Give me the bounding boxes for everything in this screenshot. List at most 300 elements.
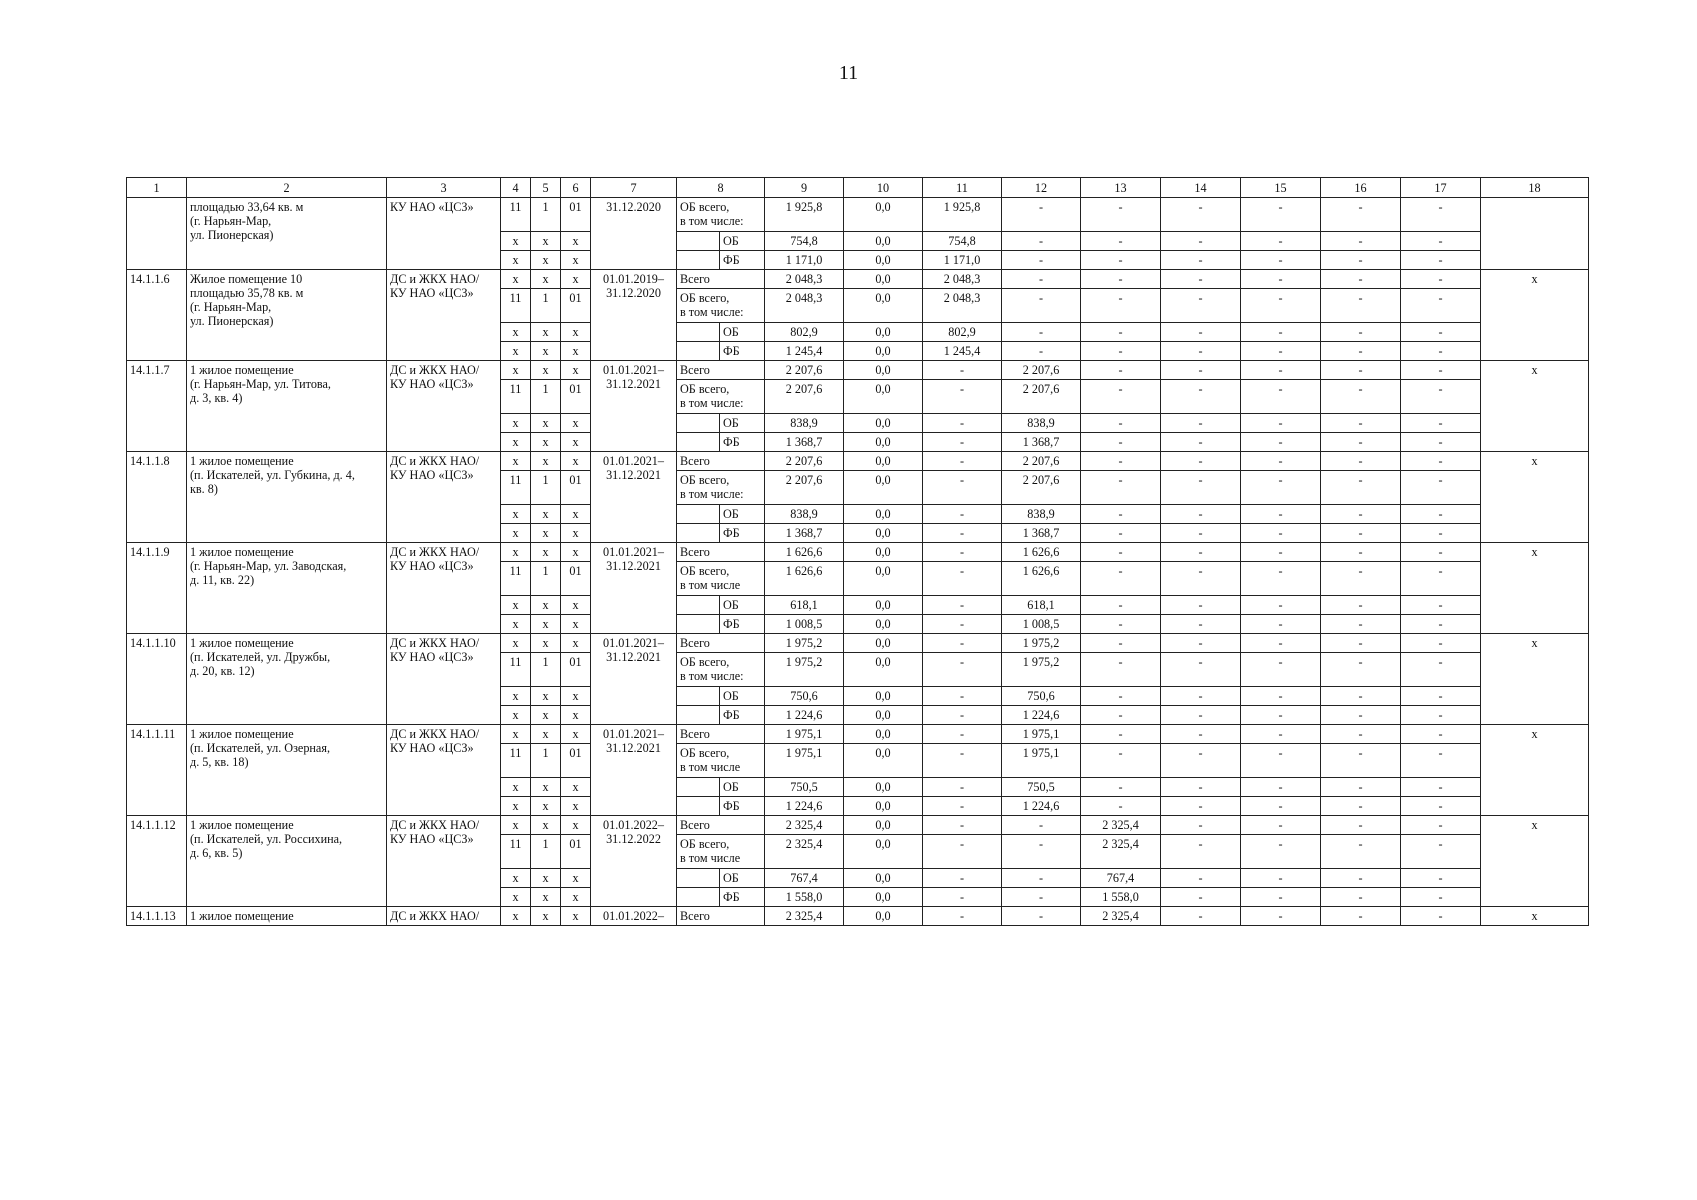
amount-cell: -	[1401, 797, 1481, 816]
code-cell: х	[531, 342, 561, 361]
amount-cell: -	[1161, 888, 1241, 907]
code-cell: х	[501, 414, 531, 433]
amount-cell: 1 368,7	[1002, 524, 1081, 543]
amount-cell: 1 626,6	[765, 543, 844, 562]
code-cell: 01	[561, 198, 591, 232]
executor: ДС и ЖКХ НАО/ КУ НАО «ЦСЗ»	[387, 361, 501, 452]
code-cell: х	[561, 414, 591, 433]
amount-cell: 1 224,6	[1002, 797, 1081, 816]
amount-cell: 1 008,5	[1002, 615, 1081, 634]
amount-cell: -	[1241, 778, 1321, 797]
col18-cell: х	[1481, 725, 1589, 816]
item-name: Жилое помещение 10 площадью 35,78 кв. м (г. Нарьян-Мар, ул. Пионерская)	[187, 270, 387, 361]
code-cell: х	[561, 615, 591, 634]
amount-cell: -	[1002, 907, 1081, 926]
amount-cell: 1 626,6	[1002, 543, 1081, 562]
amount-cell: -	[1241, 361, 1321, 380]
code-cell: 01	[561, 744, 591, 778]
amount-cell: -	[1401, 596, 1481, 615]
amount-cell: -	[923, 687, 1002, 706]
amount-cell: -	[1002, 342, 1081, 361]
code-cell: х	[561, 687, 591, 706]
code-cell: 1	[531, 198, 561, 232]
amount-cell: -	[1241, 380, 1321, 414]
funding-source: Всего	[677, 270, 765, 289]
funding-source: ОБ	[720, 414, 765, 433]
amount-cell: -	[1081, 452, 1161, 471]
amount-cell: -	[1002, 289, 1081, 323]
table-row	[127, 907, 1589, 926]
funding-source: ОБ всего, в том числе:	[677, 289, 765, 323]
code-cell: х	[531, 524, 561, 543]
table-row	[127, 634, 1589, 653]
amount-cell: 1 925,8	[765, 198, 844, 232]
executor: ДС и ЖКХ НАО/ КУ НАО «ЦСЗ»	[387, 452, 501, 543]
amount-cell: 0,0	[844, 471, 923, 505]
amount-cell: -	[1321, 835, 1401, 869]
column-header: 6	[561, 178, 591, 198]
amount-cell: -	[1401, 562, 1481, 596]
amount-cell: 2 325,4	[765, 907, 844, 926]
amount-cell: -	[1401, 706, 1481, 725]
amount-cell: -	[923, 778, 1002, 797]
amount-cell: -	[1161, 471, 1241, 505]
amount-cell: -	[1321, 524, 1401, 543]
code-cell: х	[501, 342, 531, 361]
amount-cell: -	[1241, 888, 1321, 907]
funding-source: ОБ всего, в том числе	[677, 835, 765, 869]
amount-cell: 0,0	[844, 562, 923, 596]
amount-cell: -	[923, 615, 1002, 634]
amount-cell: 2 325,4	[1081, 907, 1161, 926]
source-indent	[677, 615, 720, 634]
amount-cell: -	[1161, 251, 1241, 270]
amount-cell: 838,9	[765, 505, 844, 524]
amount-cell: 2 207,6	[765, 471, 844, 505]
amount-cell: -	[1081, 342, 1161, 361]
code-cell: х	[531, 907, 561, 926]
amount-cell: -	[1081, 505, 1161, 524]
amount-cell: -	[1081, 687, 1161, 706]
funding-source: ОБ	[720, 869, 765, 888]
amount-cell: 618,1	[1002, 596, 1081, 615]
source-indent	[677, 687, 720, 706]
amount-cell: -	[1401, 634, 1481, 653]
code-cell: 1	[531, 835, 561, 869]
amount-cell: -	[923, 433, 1002, 452]
funding-source: ОБ всего, в том числе:	[677, 380, 765, 414]
amount-cell: -	[1321, 888, 1401, 907]
amount-cell: -	[923, 744, 1002, 778]
amount-cell: -	[1401, 323, 1481, 342]
item-name: площадью 33,64 кв. м (г. Нарьян-Мар, ул. Пионерская)	[187, 198, 387, 270]
amount-cell: -	[1161, 596, 1241, 615]
code-cell: х	[561, 251, 591, 270]
code-cell: х	[561, 778, 591, 797]
source-indent	[677, 869, 720, 888]
amount-cell: -	[923, 562, 1002, 596]
amount-cell: -	[923, 907, 1002, 926]
amount-cell: -	[923, 543, 1002, 562]
amount-cell: 0,0	[844, 289, 923, 323]
funding-source: ОБ всего, в том числе:	[677, 198, 765, 232]
amount-cell: -	[1321, 778, 1401, 797]
item-name: 1 жилое помещение (г. Нарьян-Мар, ул. Заводская, д. 11, кв. 22)	[187, 543, 387, 634]
amount-cell: 802,9	[765, 323, 844, 342]
amount-cell: 0,0	[844, 232, 923, 251]
amount-cell: -	[1081, 414, 1161, 433]
amount-cell: -	[1081, 562, 1161, 596]
amount-cell: -	[923, 835, 1002, 869]
amount-cell: -	[1401, 471, 1481, 505]
code-cell: х	[561, 596, 591, 615]
code-cell: х	[531, 543, 561, 562]
amount-cell: -	[1081, 289, 1161, 323]
code-cell: х	[561, 797, 591, 816]
amount-cell: -	[1241, 835, 1321, 869]
amount-cell: -	[1081, 634, 1161, 653]
amount-cell: -	[1401, 232, 1481, 251]
amount-cell: -	[923, 596, 1002, 615]
amount-cell: 0,0	[844, 452, 923, 471]
amount-cell: 1 008,5	[765, 615, 844, 634]
amount-cell: 1 224,6	[765, 797, 844, 816]
amount-cell: -	[1241, 687, 1321, 706]
amount-cell: -	[1401, 725, 1481, 744]
amount-cell: -	[1401, 433, 1481, 452]
amount-cell: -	[1321, 380, 1401, 414]
code-cell: х	[561, 706, 591, 725]
code-cell: х	[561, 270, 591, 289]
amount-cell: 0,0	[844, 816, 923, 835]
amount-cell: -	[923, 725, 1002, 744]
amount-cell: 2 207,6	[765, 452, 844, 471]
amount-cell: -	[1161, 198, 1241, 232]
col18-cell: х	[1481, 270, 1589, 361]
code-cell: х	[561, 888, 591, 907]
code-cell: х	[501, 543, 531, 562]
amount-cell: -	[1321, 816, 1401, 835]
amount-cell: 838,9	[1002, 414, 1081, 433]
amount-cell: 1 558,0	[1081, 888, 1161, 907]
amount-cell: 0,0	[844, 524, 923, 543]
amount-cell: -	[1321, 744, 1401, 778]
code-cell: 01	[561, 380, 591, 414]
amount-cell: 1 368,7	[765, 524, 844, 543]
funding-source: ОБ	[720, 323, 765, 342]
amount-cell: -	[923, 816, 1002, 835]
column-header: 11	[923, 178, 1002, 198]
period: 31.12.2020	[591, 198, 677, 270]
amount-cell: 0,0	[844, 270, 923, 289]
amount-cell: 1 975,2	[765, 653, 844, 687]
code-cell: 11	[501, 835, 531, 869]
amount-cell: -	[1161, 778, 1241, 797]
amount-cell: 1 975,2	[765, 634, 844, 653]
code-cell: х	[561, 361, 591, 380]
code-cell: 1	[531, 653, 561, 687]
code-cell: х	[501, 706, 531, 725]
amount-cell: 0,0	[844, 835, 923, 869]
amount-cell: -	[1081, 596, 1161, 615]
amount-cell: 2 207,6	[1002, 361, 1081, 380]
column-header: 4	[501, 178, 531, 198]
table-row	[127, 452, 1589, 471]
amount-cell: -	[1321, 433, 1401, 452]
table-row	[127, 270, 1589, 289]
amount-cell: -	[1081, 270, 1161, 289]
amount-cell: 0,0	[844, 687, 923, 706]
code-cell: х	[501, 505, 531, 524]
amount-cell: -	[923, 706, 1002, 725]
amount-cell: -	[1081, 232, 1161, 251]
table-row	[127, 816, 1589, 835]
amount-cell: -	[1321, 471, 1401, 505]
executor: ДС и ЖКХ НАО/ КУ НАО «ЦСЗ»	[387, 270, 501, 361]
code-cell: 01	[561, 653, 591, 687]
amount-cell: 754,8	[765, 232, 844, 251]
amount-cell: -	[1401, 543, 1481, 562]
amount-cell: 838,9	[765, 414, 844, 433]
amount-cell: 0,0	[844, 433, 923, 452]
amount-cell: -	[1401, 615, 1481, 634]
code-cell: 01	[561, 471, 591, 505]
amount-cell: 0,0	[844, 653, 923, 687]
source-indent	[677, 888, 720, 907]
funding-source: ОБ	[720, 687, 765, 706]
funding-source: ОБ всего, в том числе:	[677, 653, 765, 687]
period: 01.01.2021– 31.12.2021	[591, 361, 677, 452]
amount-cell: -	[1161, 342, 1241, 361]
code-cell: 11	[501, 653, 531, 687]
period: 01.01.2021– 31.12.2021	[591, 634, 677, 725]
amount-cell: -	[1241, 524, 1321, 543]
amount-cell: -	[1002, 198, 1081, 232]
code-cell: х	[531, 687, 561, 706]
amount-cell: 0,0	[844, 323, 923, 342]
amount-cell: 2 048,3	[765, 289, 844, 323]
amount-cell: 2 207,6	[765, 361, 844, 380]
item-number: 14.1.1.7	[127, 361, 187, 452]
amount-cell: 767,4	[765, 869, 844, 888]
amount-cell: -	[1161, 452, 1241, 471]
code-cell: х	[501, 524, 531, 543]
column-header: 15	[1241, 178, 1321, 198]
code-cell: 01	[561, 835, 591, 869]
amount-cell: -	[923, 380, 1002, 414]
executor: ДС и ЖКХ НАО/ КУ НАО «ЦСЗ»	[387, 725, 501, 816]
funding-source: ФБ	[720, 342, 765, 361]
column-header: 5	[531, 178, 561, 198]
amount-cell: 0,0	[844, 778, 923, 797]
amount-cell: -	[923, 869, 1002, 888]
amount-cell: -	[1161, 323, 1241, 342]
amount-cell: 1 975,1	[1002, 725, 1081, 744]
period: 01.01.2022– 31.12.2022	[591, 816, 677, 907]
amount-cell: 2 325,4	[1081, 816, 1161, 835]
source-indent	[677, 433, 720, 452]
amount-cell: -	[1401, 778, 1481, 797]
code-cell: х	[531, 634, 561, 653]
amount-cell: -	[1161, 361, 1241, 380]
table-row	[127, 725, 1589, 744]
item-name: 1 жилое помещение (п. Искателей, ул. Губкина, д. 4, кв. 8)	[187, 452, 387, 543]
amount-cell: -	[1321, 615, 1401, 634]
code-cell: х	[501, 797, 531, 816]
code-cell: х	[501, 615, 531, 634]
code-cell: х	[501, 361, 531, 380]
amount-cell: 2 207,6	[1002, 471, 1081, 505]
col18-cell: х	[1481, 634, 1589, 725]
code-cell: х	[531, 869, 561, 888]
amount-cell: -	[1161, 232, 1241, 251]
funding-source: ФБ	[720, 524, 765, 543]
source-indent	[677, 706, 720, 725]
code-cell: 1	[531, 380, 561, 414]
column-header: 10	[844, 178, 923, 198]
amount-cell: -	[1321, 543, 1401, 562]
amount-cell: -	[1161, 869, 1241, 888]
item-number: 14.1.1.10	[127, 634, 187, 725]
amount-cell: -	[1401, 524, 1481, 543]
amount-cell: -	[1002, 816, 1081, 835]
amount-cell: -	[1321, 725, 1401, 744]
amount-cell: 2 207,6	[765, 380, 844, 414]
amount-cell: -	[1241, 725, 1321, 744]
amount-cell: 1 975,2	[1002, 634, 1081, 653]
col18-cell: х	[1481, 361, 1589, 452]
funding-source: Всего	[677, 634, 765, 653]
amount-cell: 0,0	[844, 380, 923, 414]
amount-cell: -	[1081, 198, 1161, 232]
amount-cell: 0,0	[844, 543, 923, 562]
amount-cell: -	[1241, 744, 1321, 778]
code-cell: 01	[561, 562, 591, 596]
executor: ДС и ЖКХ НАО/ КУ НАО «ЦСЗ»	[387, 543, 501, 634]
amount-cell: -	[1241, 452, 1321, 471]
amount-cell: -	[1161, 270, 1241, 289]
code-cell: х	[561, 232, 591, 251]
amount-cell: -	[1081, 725, 1161, 744]
amount-cell: 0,0	[844, 251, 923, 270]
funding-source: Всего	[677, 907, 765, 926]
code-cell: х	[501, 907, 531, 926]
amount-cell: -	[1241, 414, 1321, 433]
amount-cell: 1 975,1	[1002, 744, 1081, 778]
period: 01.01.2022–	[591, 907, 677, 926]
amount-cell: -	[1161, 380, 1241, 414]
amount-cell: -	[1161, 289, 1241, 323]
code-cell: х	[501, 869, 531, 888]
amount-cell: 618,1	[765, 596, 844, 615]
amount-cell: -	[1002, 251, 1081, 270]
code-cell: х	[531, 414, 561, 433]
amount-cell: 2 325,4	[1081, 835, 1161, 869]
source-indent	[677, 797, 720, 816]
amount-cell: -	[923, 524, 1002, 543]
code-cell: х	[531, 888, 561, 907]
amount-cell: -	[1081, 471, 1161, 505]
code-cell: 1	[531, 562, 561, 596]
amount-cell: -	[1321, 596, 1401, 615]
code-cell: х	[501, 888, 531, 907]
amount-cell: 0,0	[844, 907, 923, 926]
amount-cell: 0,0	[844, 869, 923, 888]
amount-cell: -	[1241, 869, 1321, 888]
col18-cell: х	[1481, 816, 1589, 907]
amount-cell: -	[1321, 452, 1401, 471]
item-name: 1 жилое помещение (п. Искателей, ул. Россихина, д. 6, кв. 5)	[187, 816, 387, 907]
amount-cell: -	[1081, 433, 1161, 452]
amount-cell: -	[1241, 543, 1321, 562]
column-header: 3	[387, 178, 501, 198]
amount-cell: 0,0	[844, 744, 923, 778]
code-cell: х	[501, 433, 531, 452]
amount-cell: -	[1241, 433, 1321, 452]
funding-source: Всего	[677, 725, 765, 744]
funding-source: ФБ	[720, 433, 765, 452]
amount-cell: 1 558,0	[765, 888, 844, 907]
amount-cell: -	[1321, 342, 1401, 361]
funding-source: ФБ	[720, 251, 765, 270]
amount-cell: -	[1161, 835, 1241, 869]
amount-cell: 0,0	[844, 797, 923, 816]
amount-cell: -	[1081, 524, 1161, 543]
amount-cell: -	[1241, 270, 1321, 289]
amount-cell: -	[1161, 816, 1241, 835]
amount-cell: 2 048,3	[923, 270, 1002, 289]
source-indent	[677, 251, 720, 270]
funding-source: ОБ всего, в том числе:	[677, 471, 765, 505]
code-cell: х	[531, 251, 561, 270]
amount-cell: -	[1321, 505, 1401, 524]
funding-source: Всего	[677, 816, 765, 835]
amount-cell: -	[1161, 524, 1241, 543]
amount-cell: -	[1002, 888, 1081, 907]
amount-cell: -	[1081, 251, 1161, 270]
amount-cell: -	[1321, 634, 1401, 653]
amount-cell: -	[1161, 797, 1241, 816]
code-cell: х	[561, 543, 591, 562]
amount-cell: -	[1241, 198, 1321, 232]
amount-cell: -	[1002, 835, 1081, 869]
amount-cell: -	[1241, 706, 1321, 725]
code-cell: 1	[531, 744, 561, 778]
amount-cell: -	[1161, 634, 1241, 653]
amount-cell: 1 368,7	[765, 433, 844, 452]
code-cell: х	[501, 323, 531, 342]
period: 01.01.2021– 31.12.2021	[591, 452, 677, 543]
amount-cell: -	[923, 653, 1002, 687]
amount-cell: -	[1321, 907, 1401, 926]
source-indent	[677, 323, 720, 342]
code-cell: х	[531, 725, 561, 744]
amount-cell: 0,0	[844, 596, 923, 615]
amount-cell: 750,5	[1002, 778, 1081, 797]
funding-source: ОБ	[720, 596, 765, 615]
amount-cell: -	[1002, 232, 1081, 251]
col18-cell: х	[1481, 907, 1589, 926]
amount-cell: -	[1401, 907, 1481, 926]
source-indent	[677, 232, 720, 251]
amount-cell: -	[1401, 835, 1481, 869]
amount-cell: 0,0	[844, 414, 923, 433]
code-cell: х	[531, 232, 561, 251]
amount-cell: -	[1081, 543, 1161, 562]
amount-cell: -	[1321, 198, 1401, 232]
amount-cell: -	[1401, 270, 1481, 289]
code-cell: х	[561, 725, 591, 744]
